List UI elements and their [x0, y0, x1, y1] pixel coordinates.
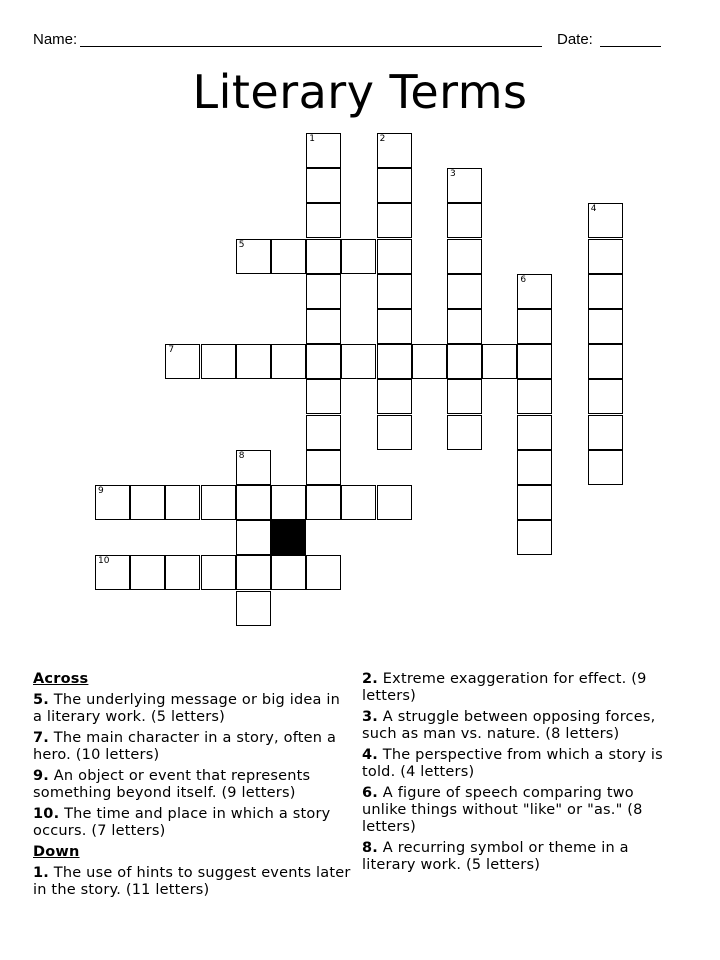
grid-cell[interactable] [201, 344, 236, 379]
date-label: Date: [557, 31, 593, 48]
clue-number: 9. [33, 768, 49, 784]
grid-cell[interactable] [588, 203, 623, 238]
clue-heading-across: Across [33, 671, 89, 687]
clue-text: A struggle between opposing forces, such as man vs. nature. (8 letters) [362, 709, 656, 742]
name-input-line[interactable] [80, 46, 542, 47]
grid-cell[interactable] [95, 485, 130, 520]
clue-number: 2. [362, 671, 378, 687]
grid-cell[interactable] [377, 344, 412, 379]
grid-cell[interactable] [201, 485, 236, 520]
grid-cell[interactable] [306, 485, 341, 520]
clue-number-10: 10 [98, 556, 110, 567]
grid-cell[interactable] [517, 344, 552, 379]
grid-cell[interactable] [306, 415, 341, 450]
grid-cell[interactable] [482, 344, 517, 379]
clue-number-2: 2 [379, 134, 386, 144]
clue-item [362, 671, 682, 705]
grid-cell[interactable] [517, 309, 552, 344]
grid-cell[interactable] [447, 344, 482, 379]
clue-item [362, 840, 682, 874]
grid-cell[interactable] [306, 450, 341, 485]
clue-text: Extreme exaggeration for effect. (9 letters) [362, 671, 647, 704]
clue-text: The time and place in which a story occurs. (7 letters) [33, 806, 331, 839]
grid-cell[interactable] [201, 555, 236, 590]
page-title: Literary Terms [192, 65, 528, 119]
grid-cell[interactable] [165, 344, 200, 379]
grid-cell[interactable] [377, 274, 412, 309]
clue-item [33, 730, 353, 764]
grid-cell[interactable] [517, 274, 552, 309]
grid-cell[interactable] [377, 239, 412, 274]
clue-number: 8. [362, 840, 378, 856]
clue-item [362, 785, 682, 836]
clue-number-4: 4 [590, 204, 597, 215]
grid-cell[interactable] [306, 344, 341, 379]
grid-cell[interactable] [588, 379, 623, 414]
grid-cell[interactable] [306, 168, 341, 203]
grid-cell[interactable] [377, 379, 412, 414]
grid-cell[interactable] [95, 555, 130, 590]
clue-item [362, 709, 682, 743]
clue-item [33, 865, 353, 899]
grid-cell[interactable] [341, 485, 376, 520]
clue-text: The underlying message or big idea in a literary work. (5 letters) [33, 692, 341, 725]
grid-cell[interactable] [517, 379, 552, 414]
clue-text: An object or event that represents something beyond itself. (9 letters) [33, 768, 311, 801]
clue-number: 3. [362, 709, 378, 725]
grid-cell[interactable] [306, 133, 341, 168]
clue-text: The main character in a story, often a hero. (10 letters) [33, 730, 337, 763]
grid-cell[interactable] [306, 239, 341, 274]
clue-text: The use of hints to suggest events later in the story. (11 letters) [33, 865, 351, 898]
clue-item [33, 768, 353, 802]
grid-cell[interactable] [165, 555, 200, 590]
grid-cell[interactable] [236, 591, 271, 626]
grid-cell[interactable] [517, 485, 552, 520]
clue-heading-down: Down [33, 844, 80, 860]
grid-cell[interactable] [517, 520, 552, 555]
grid-cell[interactable] [271, 485, 306, 520]
grid-cell[interactable] [271, 344, 306, 379]
clue-item [33, 692, 353, 726]
grid-cell[interactable] [377, 168, 412, 203]
grid-cell[interactable] [588, 450, 623, 485]
clue-text: A figure of speech comparing two unlike things without "like" or "as." (8 letters) [362, 785, 643, 835]
clue-number-7: 7 [168, 345, 175, 356]
grid-cell[interactable] [447, 415, 482, 450]
date-input-line[interactable] [600, 46, 661, 47]
clue-number-8: 8 [238, 450, 245, 461]
clue-number-6: 6 [520, 274, 527, 285]
clue-number-9: 9 [98, 486, 104, 496]
grid-cell[interactable] [517, 450, 552, 485]
grid-cell[interactable] [165, 485, 200, 520]
clue-number-5: 5 [238, 239, 245, 250]
grid-cell[interactable] [341, 239, 376, 274]
grid-cell[interactable] [306, 555, 341, 590]
clues-right-column [362, 671, 682, 878]
clue-number: 5. [33, 692, 49, 708]
grid-cell[interactable] [447, 379, 482, 414]
grid-cell[interactable] [236, 520, 271, 555]
grid-cell[interactable] [271, 239, 306, 274]
grid-cell[interactable] [517, 415, 552, 450]
grid-cell[interactable] [377, 309, 412, 344]
grid-cell[interactable] [377, 133, 412, 168]
grid-cell[interactable] [306, 379, 341, 414]
grid-cell[interactable] [588, 415, 623, 450]
grid-cell[interactable] [447, 274, 482, 309]
clues-left-column [33, 671, 353, 903]
grid-cell[interactable] [130, 555, 165, 590]
grid-cell[interactable] [306, 309, 341, 344]
clue-number: 10. [33, 806, 60, 822]
grid-cell[interactable] [588, 344, 623, 379]
grid-cell[interactable] [341, 344, 376, 379]
grid-cell[interactable] [236, 344, 271, 379]
clue-item [362, 747, 682, 781]
black-cell [271, 520, 306, 555]
grid-cell[interactable] [306, 274, 341, 309]
grid-cell[interactable] [447, 239, 482, 274]
grid-cell[interactable] [130, 485, 165, 520]
clue-number: 1. [33, 865, 49, 881]
grid-cell[interactable] [377, 485, 412, 520]
grid-cell[interactable] [306, 203, 341, 238]
clue-text: A recurring symbol or theme in a literary work. (5 letters) [362, 840, 629, 873]
grid-cell[interactable] [236, 239, 271, 274]
grid-cell[interactable] [447, 309, 482, 344]
grid-cell[interactable] [412, 344, 447, 379]
grid-cell[interactable] [271, 555, 306, 590]
clue-number-1: 1 [309, 134, 315, 144]
clue-number: 4. [362, 747, 378, 763]
grid-cell[interactable] [236, 555, 271, 590]
clue-number-3: 3 [450, 169, 456, 180]
grid-cell[interactable] [236, 450, 271, 485]
clue-text: The perspective from which a story is told. (4 letters) [362, 747, 663, 780]
grid-cell[interactable] [588, 274, 623, 309]
grid-cell[interactable] [377, 203, 412, 238]
grid-cell[interactable] [588, 309, 623, 344]
grid-cell[interactable] [447, 203, 482, 238]
clue-item [33, 806, 353, 840]
grid-cell[interactable] [236, 485, 271, 520]
grid-cell[interactable] [377, 415, 412, 450]
grid-cell[interactable] [447, 168, 482, 203]
clue-number: 6. [362, 785, 378, 801]
name-label: Name: [33, 31, 78, 48]
grid-cell[interactable] [588, 239, 623, 274]
clue-number: 7. [33, 730, 49, 746]
